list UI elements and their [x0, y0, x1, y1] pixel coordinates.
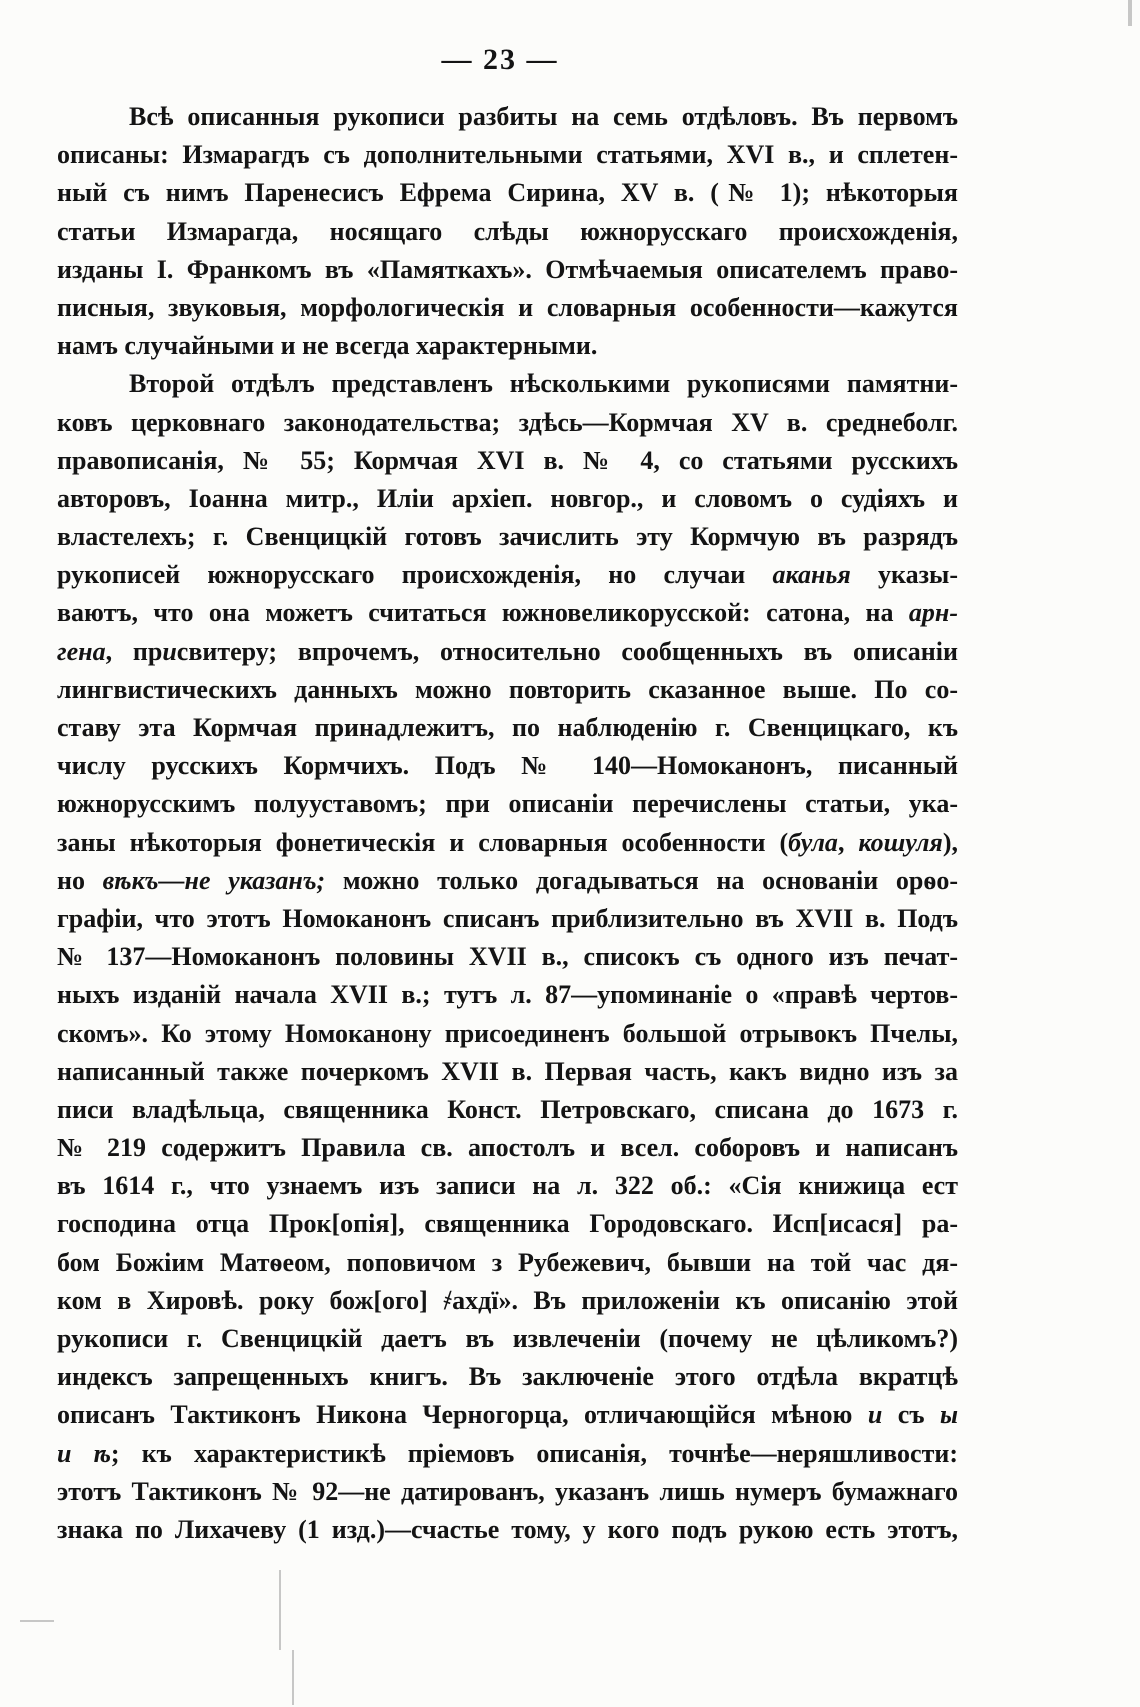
text-line [57, 365, 958, 403]
text-line [57, 1396, 958, 1434]
text-line [57, 1205, 958, 1243]
text-segment: Всѣ описанныя рукописи разбиты на семь отдѣловъ. Въ первомъ [129, 102, 958, 131]
text-segment: , пр [105, 636, 163, 666]
italic-text-segment: була [788, 827, 838, 857]
italic-text-segment: и [867, 1400, 883, 1430]
text-line [57, 1320, 958, 1358]
text-segment: южнорусскимъ полууставомъ; при описаніи перечислены статьи, ука- [57, 789, 958, 819]
text-line [57, 213, 958, 251]
text-segment: № 137—Номоканонъ половины XVII в., списокъ съ одного изъ печат- [57, 942, 958, 972]
italic-text-segment: и ѣ [57, 1438, 111, 1468]
text-line [57, 289, 958, 327]
text-line [57, 1435, 958, 1473]
text-line [57, 671, 958, 709]
italic-text-segment: гена [57, 636, 106, 666]
text-line [57, 1167, 958, 1205]
text-segment: ), [942, 827, 958, 857]
text-line [57, 327, 958, 365]
italic-text-segment: арн- [908, 598, 958, 628]
text-line [57, 556, 958, 594]
text-line [57, 480, 958, 518]
scan-artifact [279, 1570, 281, 1650]
text-segment: авторовъ, Іоанна митр., Иліи архіеп. новгор., и словомъ о судіяхъ и [57, 483, 958, 513]
text-line [57, 938, 958, 976]
text-segment: № 219 содержитъ Правила св. апостолъ и всел. соборовъ и написанъ [57, 1133, 958, 1163]
scan-artifact [1128, 0, 1132, 26]
text-segment: Второй отдѣлъ представленъ нѣсколькими рукописями памятни- [129, 369, 958, 399]
text-line [57, 251, 958, 289]
text-line [57, 1473, 958, 1511]
text-line [57, 747, 958, 785]
italic-text-segment: аканья [772, 560, 851, 590]
text-segment: , [837, 827, 859, 857]
italic-text-segment: вѣкъ—не указанъ; [102, 865, 326, 895]
text-segment: властелехъ; г. Свенцицкій готовъ зачислить эту Кормчую въ разрядъ [57, 522, 958, 552]
text-segment: ставу эта Кормчая принадлежитъ, по наблюденію г. Свенцицкаго, къ [57, 713, 958, 742]
text-segment: но [57, 865, 103, 895]
text-segment: можно только догадываться на основаніи орѳо- [325, 865, 958, 895]
text-line [57, 1244, 958, 1282]
body-text [57, 98, 958, 1549]
page-number: — 23 — [441, 43, 559, 76]
text-line [57, 862, 958, 900]
text-line [57, 1091, 958, 1129]
italic-text-segment: ы [939, 1400, 958, 1430]
text-segment: намъ случайными и не всегда характерными. [57, 331, 598, 361]
text-segment: лингвистическихъ данныхъ можно повторить сказанное выше. По со- [57, 674, 958, 704]
text-segment: правописанія, № 55; Кормчая XVI в. № 4, со статьями русскихъ [57, 445, 958, 475]
text-segment: писи владѣльца, священника Конст. Петровскаго, списана до 1673 г. [57, 1094, 958, 1124]
text-segment: написанный также почеркомъ XVII в. Первая часть, какъ видно изъ за [57, 1056, 958, 1086]
text-line [57, 709, 958, 747]
text-line [57, 785, 958, 823]
text-segment: изданы І. Франкомъ въ «Памяткахъ». Отмѣчаемыя описателемъ право- [57, 254, 958, 284]
text-segment: въ 1614 г., что узнаемъ изъ записи на л. 322 об.: «Сія книжица ест [57, 1171, 958, 1201]
text-line [57, 98, 958, 136]
text-segment: графіи, что этотъ Номоканонъ списанъ приблизительно въ XVII в. Подъ [57, 903, 958, 933]
text-segment: бом Божіим Матѳеом, поповичом з Рубежевич, бывши на той час дя- [57, 1247, 958, 1277]
text-line [57, 824, 958, 862]
text-segment: указы- [850, 560, 958, 590]
italic-text-segment: и [162, 636, 177, 666]
text-segment: писныя, звуковыя, морфологическія и словарныя особенности—кажутся [57, 292, 958, 322]
text-line [57, 174, 958, 212]
text-segment: ком в Хировѣ. року бож[ого] ҂ахдї». Въ приложеніи къ описанію этой [57, 1285, 958, 1315]
italic-text-segment: кошуля [858, 827, 943, 857]
text-segment: описаны: Измарагдъ съ дополнительными статьями, XVI в., и сплетен- [57, 140, 958, 170]
text-line [57, 1129, 958, 1167]
text-line [57, 594, 958, 632]
text-line [57, 442, 958, 480]
text-segment: скомъ». Ко этому Номоканону присоединенъ большой отрывокъ Пчелы, [57, 1018, 958, 1048]
text-line [57, 136, 958, 174]
text-segment: господина отца Прок[опія], священника Городовскаго. Исп[исася] ра- [57, 1209, 958, 1239]
text-line [57, 900, 958, 938]
scan-artifact [20, 1620, 54, 1622]
text-segment: описанъ Тактиконъ Никона Черногорца, отличающійся мѣною [57, 1400, 868, 1430]
text-line [57, 976, 958, 1014]
text-segment: ваютъ, что она можетъ считаться южновеликорусской: сатона, на [57, 598, 909, 628]
text-segment: заны нѣкоторыя фонетическія и словарныя особенности ( [57, 827, 789, 857]
text-line [57, 1282, 958, 1320]
text-line [57, 1053, 958, 1091]
text-segment: рукописей южнорусскаго происхожденія, но случаи [57, 560, 773, 590]
text-line [57, 1511, 958, 1549]
text-line [57, 1015, 958, 1053]
text-line [57, 1358, 958, 1396]
text-segment: ныхъ изданій начала XVII в.; тутъ л. 87—упоминаніе о «правѣ чертов- [57, 980, 958, 1010]
text-segment: этотъ Тактиконъ № 92—не датированъ, указанъ лишь нумеръ бумажнаго [57, 1476, 958, 1506]
text-segment: индексъ запрещенныхъ книгъ. Въ заключеніе этого отдѣла вкратцѣ [57, 1362, 958, 1392]
text-segment: ный съ нимъ Паренесисъ Ефрема Сирина, XV в. (№ 1); нѣкоторыя [57, 178, 958, 208]
text-segment: съ [882, 1400, 940, 1430]
text-segment: рукописи г. Свенцицкій даетъ въ извлеченіи (почему не цѣликомъ?) [57, 1324, 958, 1353]
text-segment: статьи Измарагда, носящаго слѣды южнорусскаго происхожденія, [57, 216, 958, 246]
text-segment: ; къ характеристикѣ пріемовъ описанія, точнѣе—неряшливости: [110, 1438, 958, 1468]
text-line [57, 404, 958, 442]
text-segment: свитеру; впрочемъ, относительно сообщенныхъ въ описаніи [176, 636, 958, 666]
text-segment: знака по Лихачеву (1 изд.)—счастье тому, у кого подъ рукою есть этотъ, [57, 1514, 958, 1544]
text-segment: ковъ церковнаго законодательства; здѣсь—Кормчая XV в. среднеболг. [57, 407, 958, 437]
scan-artifact [292, 1650, 294, 1705]
text-segment: числу русскихъ Кормчихъ. Подъ № 140—Номоканонъ, писанный [57, 751, 958, 781]
text-line [57, 518, 958, 556]
text-line [57, 633, 958, 671]
